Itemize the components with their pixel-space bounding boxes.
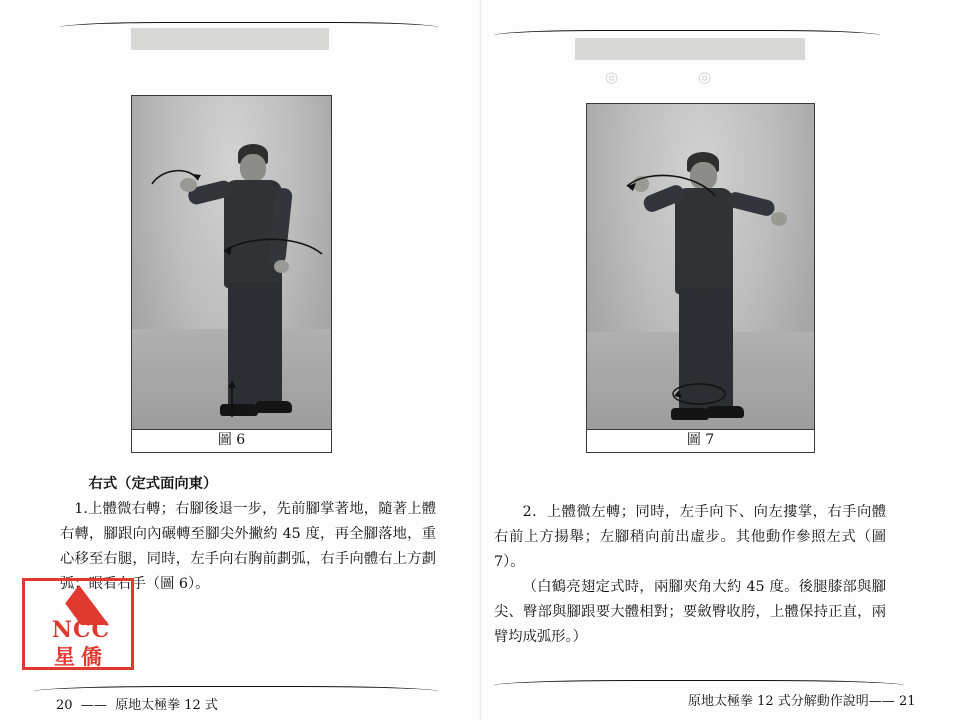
right-page-header-ghost-text: ◎ ◎: [605, 68, 716, 86]
stamp-cjk-label: 星僑: [54, 644, 108, 669]
right-page-folio: [688, 690, 916, 709]
right-page-header-block: [575, 38, 805, 60]
right-page: [480, 0, 960, 720]
photo-background: [587, 104, 814, 429]
left-page-paragraph-1: 1.上體微右轉；右腳後退一步，先前腳掌著地，隨著上體右轉，腳跟向內碾轉至腳尖外撇約 45 度，再全腳落地，重心移至右腿，同時，左手向右胸前劃弧，右手向體右上方劃弧；眼看右手（圖 6）。: [60, 501, 436, 592]
right-page-paragraph-2: （白鶴亮翅定式時，兩腳夾角大約 45 度。後腿膝部與腳尖、臀部與腳跟要大體相對；要斂臀收胯，上體保持正直，兩臂均成弧形。）: [494, 579, 886, 645]
folio-dash: ——: [76, 698, 111, 713]
figure-6-image: [131, 95, 332, 430]
left-page-number: 20: [56, 698, 73, 713]
photo-background: [132, 96, 331, 429]
right-page-number: 21: [898, 694, 916, 709]
motion-arrows: [587, 104, 814, 429]
left-page-running-title: 原地太極拳 12 式: [115, 698, 218, 713]
figure-7-caption: 圖 7: [586, 429, 815, 453]
motion-arrows: [132, 96, 331, 429]
ncc-stamp: [22, 578, 134, 670]
right-page-paragraph-1: 2．上體微左轉；同時，左手向下、向左摟掌，右手向體右前上方揚舉；左腳稍向前出虛步。其他動作參照左式（圖 7）。: [494, 504, 886, 570]
figure-6-caption: 圖 6: [131, 429, 332, 453]
left-page-subheading: 右式（定式面向東）: [88, 476, 218, 492]
right-page-body: [494, 500, 886, 650]
right-page-running-title: 原地太極拳 12 式分解動作說明——: [688, 694, 895, 709]
figure-7-image: [586, 103, 815, 430]
stamp-latin-label: NCC: [51, 617, 111, 643]
left-page-header-block: [131, 28, 329, 50]
left-page-folio: [56, 694, 218, 713]
